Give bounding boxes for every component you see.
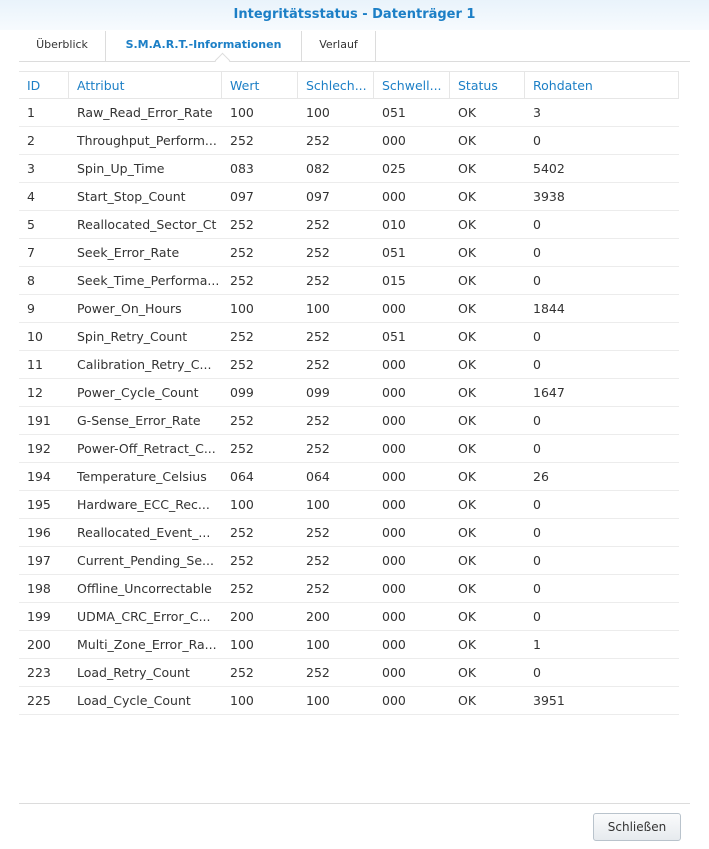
cell-worst: 100 (306, 693, 330, 708)
cell-id: 195 (27, 497, 51, 512)
cell-value: 252 (230, 553, 254, 568)
table-row[interactable] (19, 379, 679, 407)
cell-status: OK (458, 413, 477, 428)
cell-status: OK (458, 273, 477, 288)
cell-id: 196 (27, 525, 51, 540)
table-row[interactable] (19, 323, 679, 351)
table-row[interactable] (19, 351, 679, 379)
cell-id: 194 (27, 469, 51, 484)
cell-worst: 252 (306, 273, 330, 288)
cell-value: 097 (230, 189, 254, 204)
table-row[interactable] (19, 575, 679, 603)
cell-threshold: 000 (382, 301, 406, 316)
cell-worst: 200 (306, 609, 330, 624)
cell-attribute: Load_Cycle_Count (77, 693, 191, 708)
cell-raw-data: 0 (533, 441, 541, 456)
cell-id: 199 (27, 609, 51, 624)
cell-threshold: 000 (382, 385, 406, 400)
cell-attribute: Reallocated_Sector_Ct (77, 217, 217, 232)
table-row[interactable] (19, 295, 679, 323)
cell-threshold: 000 (382, 693, 406, 708)
cell-value: 064 (230, 469, 254, 484)
cell-status: OK (458, 497, 477, 512)
cell-worst: 252 (306, 357, 330, 372)
cell-attribute: Seek_Error_Rate (77, 245, 180, 260)
cell-threshold: 000 (382, 189, 406, 204)
cell-threshold: 010 (382, 217, 406, 232)
cell-attribute: Offline_Uncorrectable (77, 581, 212, 596)
cell-worst: 097 (306, 189, 330, 204)
cell-id: 225 (27, 693, 51, 708)
table-row[interactable] (19, 211, 679, 239)
cell-status: OK (458, 385, 477, 400)
cell-value: 200 (230, 609, 254, 624)
table-row[interactable] (19, 463, 679, 491)
cell-value: 100 (230, 497, 254, 512)
cell-attribute: Spin_Retry_Count (77, 329, 188, 344)
cell-status: OK (458, 245, 477, 260)
tab-overview[interactable]: Überblick (19, 31, 106, 61)
cell-raw-data: 3938 (533, 189, 565, 204)
column-header-threshold[interactable]: Schwell... (374, 72, 450, 99)
cell-attribute: Multi_Zone_Error_Ra... (77, 637, 217, 652)
column-header-value[interactable]: Wert (222, 72, 298, 99)
cell-status: OK (458, 441, 477, 456)
cell-status: OK (458, 469, 477, 484)
table-row[interactable] (19, 519, 679, 547)
cell-worst: 252 (306, 217, 330, 232)
cell-attribute: UDMA_CRC_Error_C... (77, 609, 211, 624)
cell-threshold: 000 (382, 581, 406, 596)
cell-worst: 100 (306, 497, 330, 512)
close-button[interactable]: Schließen (593, 813, 681, 841)
cell-attribute: Start_Stop_Count (77, 189, 186, 204)
cell-value: 252 (230, 413, 254, 428)
table-row[interactable] (19, 155, 679, 183)
table-row[interactable] (19, 99, 679, 127)
cell-attribute: Load_Retry_Count (77, 665, 190, 680)
cell-threshold: 000 (382, 525, 406, 540)
cell-status: OK (458, 525, 477, 540)
cell-value: 252 (230, 581, 254, 596)
window-title: Integritätsstatus - Datenträger 1 (233, 7, 476, 22)
column-header-id[interactable]: ID (19, 72, 69, 99)
cell-id: 1 (27, 105, 35, 120)
cell-raw-data: 0 (533, 609, 541, 624)
cell-value: 252 (230, 357, 254, 372)
cell-attribute: Reallocated_Event_... (77, 525, 211, 540)
cell-worst: 252 (306, 133, 330, 148)
cell-status: OK (458, 161, 477, 176)
table-row[interactable] (19, 659, 679, 687)
cell-worst: 252 (306, 413, 330, 428)
cell-id: 197 (27, 553, 51, 568)
cell-value: 100 (230, 301, 254, 316)
cell-attribute: Power_On_Hours (77, 301, 182, 316)
cell-value: 100 (230, 637, 254, 652)
cell-threshold: 000 (382, 497, 406, 512)
cell-attribute: Power_Cycle_Count (77, 385, 199, 400)
cell-worst: 252 (306, 665, 330, 680)
cell-id: 191 (27, 413, 51, 428)
cell-value: 252 (230, 665, 254, 680)
cell-raw-data: 0 (533, 329, 541, 344)
cell-threshold: 000 (382, 665, 406, 680)
cell-attribute: Temperature_Celsius (77, 469, 207, 484)
table-body (19, 99, 679, 715)
cell-raw-data: 1 (533, 637, 541, 652)
table-row[interactable] (19, 687, 679, 715)
cell-threshold: 051 (382, 245, 406, 260)
table-row[interactable] (19, 239, 679, 267)
column-header-raw-data[interactable]: Rohdaten (525, 72, 679, 99)
cell-value: 252 (230, 273, 254, 288)
cell-id: 12 (27, 385, 43, 400)
cell-attribute: Current_Pending_Se... (77, 553, 214, 568)
cell-value: 252 (230, 133, 254, 148)
column-header-status[interactable]: Status (450, 72, 525, 99)
cell-threshold: 000 (382, 637, 406, 652)
cell-id: 192 (27, 441, 51, 456)
cell-threshold: 000 (382, 357, 406, 372)
cell-worst: 100 (306, 301, 330, 316)
table-header (19, 71, 679, 99)
cell-status: OK (458, 609, 477, 624)
cell-threshold: 051 (382, 105, 406, 120)
cell-raw-data: 1647 (533, 385, 565, 400)
cell-value: 100 (230, 693, 254, 708)
table-row[interactable] (19, 547, 679, 575)
cell-raw-data: 5402 (533, 161, 565, 176)
cell-value: 100 (230, 105, 254, 120)
cell-worst: 252 (306, 525, 330, 540)
cell-threshold: 000 (382, 469, 406, 484)
cell-status: OK (458, 581, 477, 596)
table-row[interactable] (19, 491, 679, 519)
cell-raw-data: 3 (533, 105, 541, 120)
cell-worst: 100 (306, 105, 330, 120)
cell-raw-data: 0 (533, 273, 541, 288)
cell-raw-data: 26 (533, 469, 549, 484)
cell-id: 5 (27, 217, 35, 232)
cell-raw-data: 0 (533, 357, 541, 372)
cell-raw-data: 1844 (533, 301, 565, 316)
cell-raw-data: 0 (533, 413, 541, 428)
cell-raw-data: 0 (533, 245, 541, 260)
table-row[interactable] (19, 603, 679, 631)
cell-raw-data: 3951 (533, 693, 565, 708)
column-header-attribute[interactable]: Attribut (69, 72, 222, 99)
cell-status: OK (458, 693, 477, 708)
column-header-worst[interactable]: Schlech... (298, 72, 374, 99)
cell-raw-data: 0 (533, 665, 541, 680)
cell-id: 4 (27, 189, 35, 204)
cell-threshold: 000 (382, 133, 406, 148)
cell-id: 10 (27, 329, 43, 344)
cell-attribute: Seek_Time_Performa... (77, 273, 220, 288)
cell-status: OK (458, 553, 477, 568)
cell-status: OK (458, 301, 477, 316)
cell-value: 252 (230, 217, 254, 232)
cell-id: 9 (27, 301, 35, 316)
cell-worst: 252 (306, 553, 330, 568)
tab-smart-info[interactable]: S.M.A.R.T.-Informationen (106, 31, 302, 61)
cell-status: OK (458, 105, 477, 120)
cell-threshold: 051 (382, 329, 406, 344)
tab-history[interactable]: Verlauf (302, 31, 376, 61)
cell-attribute: Throughput_Perform... (77, 133, 217, 148)
cell-value: 252 (230, 329, 254, 344)
tab-divider (19, 61, 690, 62)
cell-threshold: 015 (382, 273, 406, 288)
cell-raw-data: 0 (533, 133, 541, 148)
cell-id: 3 (27, 161, 35, 176)
cell-value: 252 (230, 441, 254, 456)
cell-worst: 252 (306, 329, 330, 344)
cell-worst: 100 (306, 637, 330, 652)
table-row[interactable] (19, 435, 679, 463)
cell-status: OK (458, 189, 477, 204)
tab-bar (19, 31, 690, 61)
cell-threshold: 000 (382, 441, 406, 456)
table-row[interactable] (19, 631, 679, 659)
cell-threshold: 000 (382, 609, 406, 624)
cell-status: OK (458, 329, 477, 344)
cell-value: 252 (230, 525, 254, 540)
cell-id: 200 (27, 637, 51, 652)
cell-raw-data: 0 (533, 497, 541, 512)
title-bar[interactable] (0, 0, 709, 30)
cell-attribute: G-Sense_Error_Rate (77, 413, 201, 428)
cell-id: 198 (27, 581, 51, 596)
cell-raw-data: 0 (533, 581, 541, 596)
cell-value: 083 (230, 161, 254, 176)
smart-table (19, 71, 679, 715)
cell-worst: 252 (306, 441, 330, 456)
table-row[interactable] (19, 183, 679, 211)
cell-attribute: Spin_Up_Time (77, 161, 165, 176)
table-row[interactable] (19, 127, 679, 155)
cell-threshold: 000 (382, 553, 406, 568)
cell-status: OK (458, 217, 477, 232)
cell-worst: 082 (306, 161, 330, 176)
cell-value: 252 (230, 245, 254, 260)
footer-divider (19, 803, 690, 804)
cell-status: OK (458, 665, 477, 680)
table-row[interactable] (19, 267, 679, 295)
cell-value: 099 (230, 385, 254, 400)
cell-raw-data: 0 (533, 217, 541, 232)
cell-attribute: Calibration_Retry_C... (77, 357, 212, 372)
cell-id: 223 (27, 665, 51, 680)
cell-worst: 252 (306, 245, 330, 260)
cell-status: OK (458, 637, 477, 652)
cell-id: 2 (27, 133, 35, 148)
cell-attribute: Hardware_ECC_Rec... (77, 497, 210, 512)
cell-id: 7 (27, 245, 35, 260)
cell-attribute: Power-Off_Retract_C... (77, 441, 216, 456)
cell-id: 8 (27, 273, 35, 288)
cell-raw-data: 0 (533, 553, 541, 568)
cell-status: OK (458, 133, 477, 148)
table-row[interactable] (19, 407, 679, 435)
cell-worst: 099 (306, 385, 330, 400)
cell-worst: 252 (306, 581, 330, 596)
cell-raw-data: 0 (533, 525, 541, 540)
cell-status: OK (458, 357, 477, 372)
cell-threshold: 025 (382, 161, 406, 176)
cell-attribute: Raw_Read_Error_Rate (77, 105, 213, 120)
cell-worst: 064 (306, 469, 330, 484)
cell-id: 11 (27, 357, 43, 372)
cell-threshold: 000 (382, 413, 406, 428)
